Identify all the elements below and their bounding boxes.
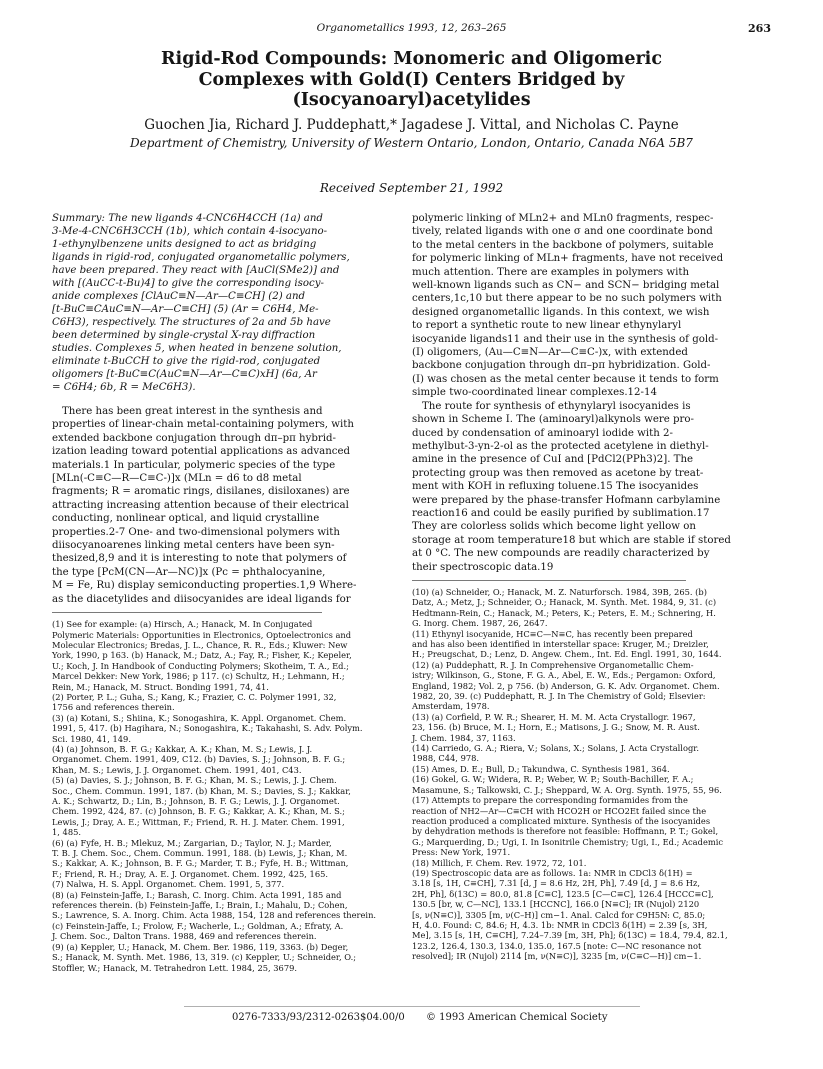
- footnote-line: Me], 3.15 [s, 1H, C≡CH], 7.24–7.39 [m, 3H, Ph]; δ(13C) = 18.4, 79.4, 82.1,: [412, 930, 728, 941]
- body-line: materials.1 In particular, polymeric species of the type: [52, 459, 336, 471]
- intro-paragraph: [52, 405, 412, 606]
- left-column: [52, 212, 412, 973]
- footnote-line: Soc., Chem. Commun. 1991, 187. (b) Khan, M. S.; Davies, S. J.; Kakkar,: [52, 785, 351, 796]
- body-line: to report a synthetic route to new linear ethynylaryl: [412, 320, 682, 332]
- footnote-line: (4) (a) Johnson, B. F. G.; Kakkar, A. K.; Khan, M. S.; Lewis, J. J.: [52, 743, 313, 754]
- body-line: were prepared by the phase-transfer Hofmann carbylamine: [412, 494, 721, 506]
- footnote-line: J. Chem. Soc., Dalton Trans. 1988, 469 and references therein.: [52, 931, 317, 942]
- footer-divider: [184, 1006, 640, 1007]
- body-line: attracting increasing attention because of their electrical: [52, 499, 349, 511]
- footnote-line: (2) Porter, P. L.; Guha, S.; Kang, K.; Frazier, C. C. Polymer 1991, 32,: [52, 691, 337, 702]
- summary-line: oligomers [t-BuC≡C(AuC≡N—Ar—C≡C)xH] (6a, Ar: [52, 369, 317, 380]
- summary-line: been determined by single-crystal X-ray diffraction: [52, 330, 316, 341]
- footnote-line: (9) (a) Keppler, U.; Hanack, M. Chem. Ber. 1986, 119, 3363. (b) Deger,: [52, 941, 349, 952]
- received-date: Received September 21, 1992: [319, 181, 504, 195]
- body-line: isocyanide ligands11 and their use in the synthesis of gold-: [412, 333, 719, 345]
- footnote-line: (17) Attempts to prepare the corresponding formamides from the: [412, 795, 688, 806]
- summary-line: anide complexes [ClAuC≡N—Ar—C≡CH] (2) and: [52, 291, 306, 302]
- summary-line: studies. Complexes 5, when heated in benzene solution,: [52, 343, 342, 354]
- summary-line: C6H3), respectively. The structures of 2a and 5b have: [52, 317, 331, 328]
- footnote-line: 130.5 [br, w, C—NC], 133.1 [HCCNC], 166.0 [N≡C]; IR (Nujol) 2120: [412, 899, 700, 910]
- body-line: There has been great interest in the synthesis and: [62, 406, 323, 417]
- body-line: ization leading toward potential applications as advanced: [52, 446, 351, 458]
- footnote-line: 1, 485.: [52, 827, 82, 838]
- footnote-separator: [412, 580, 686, 581]
- footnote-line: U.; Koch, J. In Handbook of Conducting Polymers; Skotheim, T. A., Ed.;: [52, 660, 349, 671]
- body-line: the type [PcM(CN—Ar—NC)]x (Pc = phthalocyanine,: [52, 566, 326, 578]
- body-line: as the diacetylides and diisocyanides are ideal ligands for: [52, 593, 351, 605]
- footnote-line: (7) Nalwa, H. S. Appl. Organomet. Chem. 1991, 5, 377.: [52, 879, 285, 890]
- footnote-line: Khan, M. S.; Lewis, J. J. Organomet. Chem. 1991, 401, C43.: [52, 764, 302, 775]
- footnote-line: (12) (a) Puddephatt, R. J. In Comprehensive Organometallic Chem-: [412, 659, 694, 670]
- footnote-line: Chem. 1992, 424, 87. (c) Johnson, B. F. G.; Kakkar, A. K.; Khan, M. S.;: [52, 806, 345, 817]
- footnote-line: Stoffler, W.; Hanack, M. Tetrahedron Lett. 1984, 25, 3679.: [52, 962, 298, 973]
- body-line: [MLn(-C≡C—R—C≡C-)]x (MLn = d6 to d8 metal: [52, 473, 302, 485]
- footnote-line: 1991, 5, 417. (b) Hagihara, N.; Sonogashira, K.; Takahashi, S. Adv. Polym.: [52, 723, 363, 734]
- footnote-line: G. Inorg. Chem. 1987, 26, 2647.: [412, 618, 548, 629]
- footnote-line: H, 4.0. Found: C, 84.6; H, 4.3. 1b: NMR in CDCl3 δ(1H) = 2.39 [s, 3H,: [412, 919, 708, 930]
- title-line: Complexes with Gold(I) Centers Bridged by: [198, 69, 625, 90]
- footnote-line: (8) (a) Feinstein-Jaffe, I.; Barash, C. Inorg. Chim. Acta 1991, 185 and: [52, 889, 342, 900]
- footnote-line: (3) (a) Kotani, S.; Shiina, K.; Sonogashira, K. Appl. Organomet. Chem.: [52, 712, 347, 723]
- summary-line: [t-BuC≡CAuC≡N—Ar—C≡CH] (5) (Ar = C6H4, Me-: [52, 304, 319, 315]
- footnote-line: reaction of NH2—Ar—C≡CH with HCO2H or HCO2Et failed since the: [412, 805, 707, 816]
- footnote-line: Masamune, S.; Talkowski, C. J.; Sheppard, W. A. Org. Synth. 1975, 55, 96.: [412, 784, 722, 795]
- right-column: [412, 212, 776, 962]
- footnote-line: istry; Wilkinson, G., Stone, F. G. A., Abel, E. W., Eds.; Pergamon: Oxford,: [412, 670, 716, 681]
- footnote-line: (1) See for example: (a) Hirsch, A.; Hanack, M. In Conjugated: [52, 619, 313, 630]
- summary-line: eliminate t-BuCCH to give the rigid-rod, conjugated: [52, 356, 321, 367]
- footnote-line: by dehydration methods is therefore not feasible: Hoffmann, P. T.; Gokel,: [412, 826, 719, 837]
- body-line: properties.2-7 One- and two-dimensional polymers with: [52, 526, 340, 538]
- body-line: amine in the presence of CuI and [PdCl2(PPh3)2]. The: [412, 454, 694, 466]
- body-line: backbone conjugation through dπ–pπ hybridization. Gold-: [412, 360, 711, 372]
- footer-issn: 0276-7333/93/2312-0263$04.00/0: [232, 1012, 405, 1023]
- footnote-line: H.; Preugschat, D.; Lenz, D. Angew. Chem., Int. Ed. Engl. 1991, 30, 1644.: [412, 649, 722, 660]
- footnote-line: (18) Millich, F. Chem. Rev. 1972, 72, 101.: [412, 857, 587, 868]
- body-line: their spectroscopic data.19: [412, 561, 554, 573]
- footnote-line: Sci. 1980, 41, 149.: [52, 733, 131, 744]
- footnote-separator: [52, 612, 322, 613]
- footnote-line: and has also been identified in interstellar space: Kruger, M.; Dreizler,: [412, 639, 709, 649]
- body-line: M = Fe, Ru) display semiconducting properties.1,9 Where-: [52, 580, 357, 592]
- title-line: (Isocyanoaryl)acetylides: [292, 90, 531, 110]
- body-line: for polymeric linking of MLn+ fragments, have not received: [412, 253, 724, 265]
- footnote-line: Hedtmann-Rein, C.; Hanack, M.; Peters, K.; Peters, E. M.; Schnering, H.: [412, 607, 716, 618]
- body-line: conducting, nonlinear optical, and liquid crystalline: [52, 513, 320, 525]
- footnote-line: A. K.; Schwartz, D.; Lin, B.; Johnson, B. F. G.; Lewis, J. J. Organomet.: [52, 796, 340, 806]
- body-line: centers,1c,10 but there appear to be no such polymers with: [412, 293, 722, 305]
- footnote-line: (19) Spectroscopic data are as follows. 1a: NMR in CDCl3 δ(1H) =: [412, 867, 693, 878]
- title-line: Rigid-Rod Compounds: Monomeric and Oligomeric: [161, 49, 662, 69]
- author-list: Guochen Jia, Richard J. Puddephatt,* Jagadese J. Vittal, and Nicholas C. Payne: [144, 117, 679, 133]
- footnote-line: Rein, M.; Hanack, M. Struct. Bonding 1991, 74, 41.: [52, 681, 269, 692]
- body-line: ment with KOH in refluxing toluene.15 The isocyanides: [412, 481, 699, 493]
- footnote-line: G.; Marquerding, D.; Ugi, I. In Isonitrile Chemistry; Ugi, I., Ed.; Academic: [412, 836, 724, 847]
- body-line: polymeric linking of MLn2+ and MLn0 fragments, respec-: [412, 213, 714, 224]
- footnote-line: 123.2, 126.4, 130.3, 134.0, 135.0, 167.5 [note: C—NC resonance not: [412, 940, 702, 951]
- footer-copyright: © 1993 American Chemical Society: [426, 1012, 608, 1023]
- footnote-line: 1756 and references therein.: [52, 702, 175, 713]
- body-line: (I) was chosen as the metal center because it tends to form: [412, 373, 719, 385]
- body-line: well-known ligands such as CN− and SCN− bridging metal: [412, 280, 720, 292]
- footnote-line: (13) (a) Corfield, P. W. R.; Shearer, H. M. M. Acta Crystallogr. 1967,: [412, 711, 696, 722]
- footnote-line: Lewis, J.; Dray, A. E.; Wittman, F.; Friend, R. H. J. Mater. Chem. 1991,: [52, 816, 345, 827]
- footnote-line: J. Chem. 1984, 37, 1163.: [412, 732, 516, 743]
- body-line: They are colorless solids which become light yellow on: [412, 521, 696, 533]
- summary-line: have been prepared. They react with [AuCl(SMe2)] and: [52, 265, 340, 276]
- footnote-line: S.; Kakkar, A. K.; Johnson, B. F. G.; Marder, T. B.; Fyfe, H. B.; Wittman,: [52, 858, 349, 869]
- footnote-line: 1982, 20, 39. (c) Puddephatt, R. J. In The Chemistry of Gold; Elsevier:: [412, 691, 706, 702]
- summary-line: 1-ethynylbenzene units designed to act as bridging: [52, 239, 317, 250]
- footnote-line: [s, ν(N≡C)], 3305 [m, ν(C–H)] cm−1. Anal. Calcd for C9H5N: C, 85.0;: [412, 909, 706, 920]
- summary-line: = C6H4; 6b, R = MeC6H3).: [52, 382, 196, 393]
- footnote-line: England, 1982; Vol. 2, p 756. (b) Anderson, G. K. Adv. Organomet. Chem.: [412, 680, 720, 691]
- body-line: methylbut-3-yn-2-ol as the protected acetylene in diethyl-: [412, 440, 709, 452]
- footnote-line: (6) (a) Fyfe, H. B.; Mlekuz, M.; Zargarian, D.; Taylor, N. J.; Marder,: [52, 837, 332, 848]
- body-line: thesized,8,9 and it is interesting to note that polymers of: [52, 553, 347, 565]
- footnote-line: S.; Hanack, M. Synth. Met. 1986, 13, 319. (c) Keppler, U.; Schneider, O.;: [52, 952, 357, 963]
- footnote-line: resolved]; IR (Nujol) 2114 [m, ν(N≡C)], 3235 [m, ν(C≡C—H)] cm−1.: [412, 951, 702, 962]
- footnote-line: (16) Gokel, G. W.; Widera, R. P.; Weber, W. P.; South-Bachiller, F. A.;: [412, 774, 694, 785]
- footnote-line: Molecular Electronics; Bredas, J. L., Chance, R. R., Eds.; Kluwer: New: [52, 639, 348, 650]
- footnote-line: (5) (a) Davies, S. J.; Johnson, B. F. G.; Khan, M. S.; Lewis, J. J. Chem.: [52, 775, 337, 786]
- body-line: properties of linear-chain metal-containing polymers, with: [52, 419, 354, 431]
- body-line: much attention. There are examples in polymers with: [412, 266, 690, 278]
- body-line: shown in Scheme I. The (aminoaryl)alkynols were pro-: [412, 414, 694, 426]
- summary-line: Summary: The new ligands 4-CNC6H4CCH (1a) and: [52, 213, 323, 224]
- summary-line: ligands in rigid-rod, conjugated organometallic polymers,: [52, 252, 350, 263]
- body-line: tively, related ligands with one σ and one coordinate bond: [412, 226, 713, 238]
- footnote-line: 1988, C44, 978.: [412, 753, 480, 764]
- footnote-line: Press: New York, 1971.: [412, 847, 511, 858]
- summary-paragraph: [52, 212, 412, 394]
- footnote-line: T. B. J. Chem. Soc., Chem. Commun. 1991, 188. (b) Lewis, J.; Khan, M.: [52, 848, 348, 859]
- footnote-line: Datz, A.; Metz, J.; Schneider, O.; Hanack, M. Synth. Met. 1984, 9, 31. (c): [412, 597, 717, 608]
- body-line: to the metal centers in the backbone of polymers, suitable: [412, 239, 714, 251]
- body-line: (I) oligomers, (Au—C≡N—Ar—C≡C-)x, with extended: [412, 347, 688, 359]
- footnote-line: reaction produced a complicated mixture. Synthesis of the isocyanides: [412, 815, 711, 826]
- body-line: reaction16 and could be easily purified by sublimation.17: [412, 507, 710, 519]
- footnote-line: (10) (a) Schneider, O.; Hanack, M. Z. Naturforsch. 1984, 39B, 265. (b): [412, 586, 707, 597]
- footnotes-left: [52, 619, 412, 973]
- footnote-line: S.; Lawrence, S. A. Inorg. Chim. Acta 1988, 154, 128 and references therein.: [52, 910, 377, 921]
- footnote-line: Organomet. Chem. 1991, 409, C12. (b) Davies, S. J.; Johnson, B. F. G.;: [52, 754, 346, 765]
- footnote-line: Polymeric Materials: Opportunities in Electronics, Optoelectronics and: [52, 629, 352, 640]
- body-line: diisocyanoarenes linking metal centers have been syn-: [52, 540, 335, 552]
- footnote-line: (14) Carriedo, G. A.; Riera, V.; Solans, X.; Solans, J. Acta Crystallogr.: [412, 743, 699, 754]
- article-title: [100, 49, 723, 111]
- footnote-line: 3.18 [s, 1H, C≡CH], 7.31 [d, J = 8.6 Hz, 2H, Ph], 7.49 [d, J = 8.6 Hz,: [412, 878, 701, 889]
- body-line: extended backbone conjugation through dπ–pπ hybrid-: [52, 432, 336, 444]
- footnote-line: 23, 156. (b) Bruce, M. I.; Horn, E.; Matisons, J. G.; Snow, M. R. Aust.: [412, 722, 700, 733]
- affiliation: Department of Chemistry, University of Western Ontario, London, Ontario, Canada N6A 5B7: [130, 136, 693, 150]
- footnote-line: F.; Friend, R. H.; Dray, A. E. J. Organomet. Chem. 1992, 425, 165.: [52, 868, 329, 879]
- body-paragraph-right: [412, 212, 776, 574]
- footnote-line: 2H, Ph], δ(13C) = 80.0, 81.8 [C≡C], 123.5 [C—C≡C], 126.4 [HCCC≡C],: [412, 888, 714, 899]
- body-line: designed organometallic ligands. In this context, we wish: [412, 306, 710, 318]
- body-line: duced by condensation of aminoaryl iodide with 2-: [412, 427, 673, 439]
- body-line: storage at room temperature18 but which are stable if stored: [412, 534, 731, 546]
- body-line: protecting group was then removed as acetone by treat-: [412, 467, 704, 479]
- footnote-line: Marcel Dekker: New York, 1986; p 117. (c) Schultz, H.; Lehmann, H.;: [52, 671, 345, 682]
- summary-line: with [(AuCC-t-Bu)4] to give the corresponding isocy-: [52, 278, 324, 289]
- footnote-line: (15) Ames, D. E.; Bull, D.; Takundwa, C. Synthesis 1981, 364.: [412, 763, 670, 774]
- page-number: 263: [748, 22, 771, 35]
- body-line: simple two-coordinated linear complexes.12-14: [412, 387, 657, 399]
- body-line: fragments; R = aromatic rings, disilanes, disiloxanes) are: [52, 486, 350, 498]
- body-line: at 0 °C. The new compounds are readily characterized by: [412, 548, 710, 560]
- footnotes-right: [412, 587, 776, 962]
- body-line: The route for synthesis of ethynylaryl isocyanides is: [422, 400, 691, 412]
- footnote-line: Amsterdam, 1978.: [412, 701, 490, 712]
- footnote-line: York, 1990, p 163. (b) Hanack, M.; Datz, A.; Fay, R.; Fisher, K.; Kepeler,: [52, 650, 352, 661]
- footnote-line: (11) Ethynyl isocyanide, HC≡C—N≡C, has recently been prepared: [412, 628, 693, 639]
- running-head: Organometallics 1993, 12, 263–265: [316, 22, 507, 34]
- footnote-line: (c) Feinstein-Jaffe, I.; Frolow, F.; Wacherle, L.; Goldman, A.; Efraty, A.: [52, 920, 344, 931]
- summary-line: 3-Me-4-CNC6H3CCH (1b), which contain 4-isocyano-: [52, 226, 328, 237]
- footnote-line: references therein. (b) Feinstein-Jaffe, I.; Brain, I.; Mahalu, D.; Cohen,: [52, 900, 348, 911]
